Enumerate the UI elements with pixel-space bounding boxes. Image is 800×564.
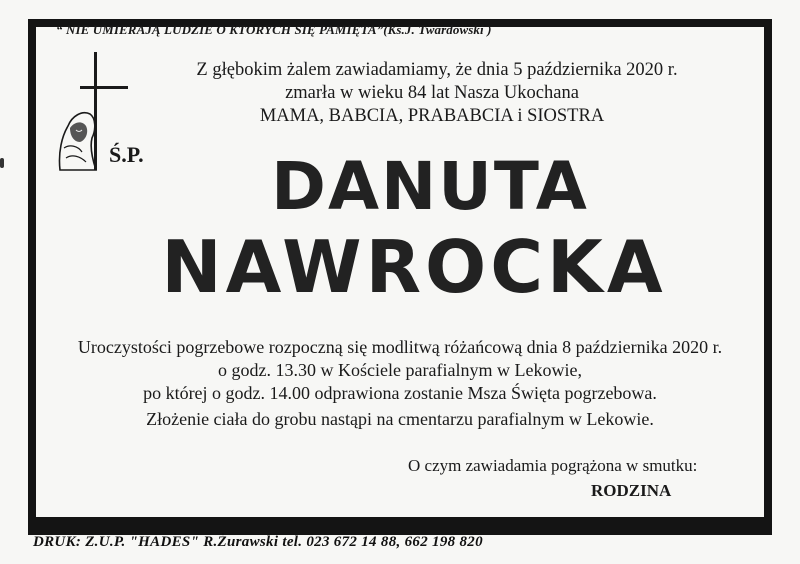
motto-author: (Ks.J. Twardowski )	[383, 22, 492, 37]
family-signature: RODZINA	[591, 481, 672, 500]
scan-mark	[0, 158, 4, 168]
ceremony-details	[0, 336, 800, 431]
ceremony-line-3: po której o godz. 14.00 odprawiona zostanie Msza Święta pogrzebowa.	[143, 383, 657, 403]
printer-footer: DRUK: Z.U.P. "HADES" R.Żurawski tel. 023 672 14 88, 662 198 820	[33, 534, 483, 550]
ceremony-line-4: Złożenie ciała do grobu nastąpi na cmentarzu parafialnym w Lekowie.	[146, 409, 654, 429]
sp-prefix: Ś.P.	[109, 142, 144, 167]
announcement	[0, 59, 800, 128]
mourning-line: O czym zawiadamia pogrążona w smutku:	[408, 456, 698, 475]
motto	[56, 22, 492, 38]
motto-quote: “ NIE UMIERAJĄ LUDZIE O KTÓRYCH SIĘ PAMIĘTA”	[56, 22, 384, 37]
ceremony-line-1: Uroczystości pogrzebowe rozpoczną się modlitwą różańcową dnia 8 października 2020 r.	[77, 337, 723, 357]
ceremony-line-2: o godz. 13.30 w Kościele parafialnym w Lekowie,	[218, 360, 582, 380]
deceased-first-name: DANUTA	[271, 148, 589, 225]
announcement-line-1: Z głębokim żalem zawiadamiamy, że dnia 5 października 2020 r.	[196, 60, 678, 80]
deceased-last-name: NAWROCKA	[161, 225, 667, 309]
announcement-line-3: MAMA, BABCIA, PRABABCIA i SIOSTRA	[259, 106, 605, 126]
announcement-line-2: zmarła w wieku 84 lat Nasza Ukochana	[285, 83, 579, 103]
